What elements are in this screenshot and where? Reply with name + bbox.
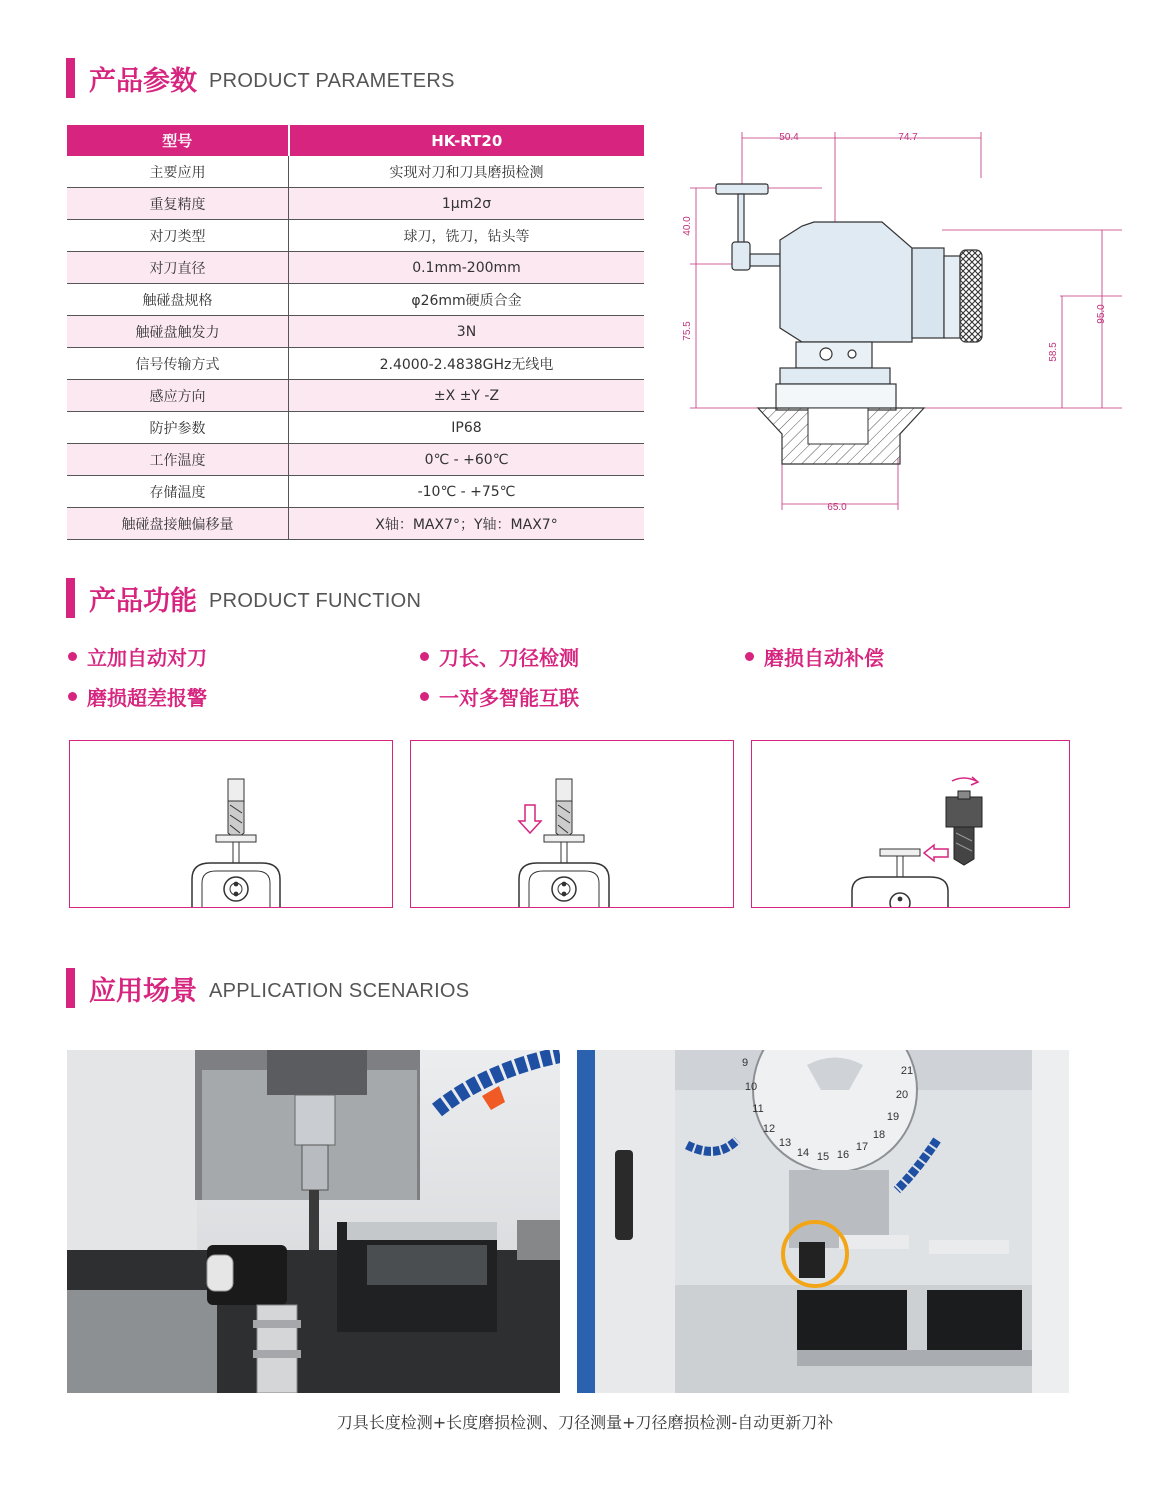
section-accent-bar (66, 58, 75, 98)
dim-label-right-inner: 58.5 (1048, 342, 1059, 362)
tool-magazine-slot-number: 19 (886, 1111, 900, 1123)
param-name: 对刀类型 (67, 220, 289, 252)
section-title-cn: 应用场景 (89, 975, 197, 1007)
probe-with-side-tool-illustration (752, 741, 1069, 907)
dim-label-bottom: 65.0 (827, 502, 847, 513)
param-name: 工作温度 (67, 444, 289, 476)
bullet-dot (68, 652, 77, 661)
dim-label-left-upper: 40.0 (682, 216, 693, 236)
param-name: 触碰盘触发力 (67, 316, 289, 348)
param-value: 0℃ - +60℃ (289, 444, 645, 476)
dim-label-top-right: 74.7 (898, 132, 918, 143)
dim-label-left-lower: 75.5 (682, 321, 693, 341)
table-row (67, 444, 644, 476)
tool-magazine-slot-number: 14 (796, 1147, 810, 1159)
dimension-drawing (672, 118, 1122, 518)
probe-body (776, 222, 982, 410)
param-value: ±X ±Y -Z (289, 380, 645, 412)
dim-label-right-outer: 95.0 (1096, 304, 1107, 324)
tool-magazine-slot-number: 16 (836, 1149, 850, 1161)
param-value: 1μm2σ (289, 188, 645, 220)
function-illustration-length-detection (410, 740, 734, 908)
table-row (67, 412, 644, 444)
milling-machine-photo-illustration (67, 1050, 560, 1393)
section-accent-bar (66, 968, 75, 1008)
table-row (67, 348, 644, 380)
tool-magazine-slot-number: 10 (744, 1081, 758, 1093)
table-row (67, 380, 644, 412)
function-label: 立加自动对刀 (87, 646, 207, 670)
table-row (67, 476, 644, 508)
section-accent-bar (66, 578, 75, 618)
param-value: φ26mm硬质合金 (289, 284, 645, 316)
param-value: 球刀，铣刀，钻头等 (289, 220, 645, 252)
param-name: 感应方向 (67, 380, 289, 412)
dim-label-top-left: 50.4 (779, 132, 799, 143)
tool-magazine-slot-number: 13 (778, 1137, 792, 1149)
table-row (67, 188, 644, 220)
parameters-table (67, 125, 644, 540)
table-row (67, 156, 644, 188)
param-name: 对刀直径 (67, 252, 289, 284)
tool-magazine-slot-number: 12 (762, 1123, 776, 1135)
function-illustration-tool-setting (69, 740, 393, 908)
section-title-en: PRODUCT PARAMETERS (209, 69, 455, 92)
application-photo-machining-center (577, 1050, 1069, 1393)
table-row (67, 284, 644, 316)
function-item (68, 642, 207, 671)
function-label: 一对多智能互联 (439, 686, 579, 710)
section-title-en: PRODUCT FUNCTION (209, 589, 422, 612)
function-label: 磨损超差报警 (87, 686, 207, 710)
section-header-params (66, 58, 455, 98)
table-row (67, 220, 644, 252)
param-name: 信号传输方式 (67, 348, 289, 380)
function-illustration-wear-compensation (751, 740, 1070, 908)
table-row (67, 508, 644, 540)
param-name: 重复精度 (67, 188, 289, 220)
function-label: 磨损自动补偿 (764, 646, 884, 670)
param-value: 0.1mm-200mm (289, 252, 645, 284)
param-value: 实现对刀和刀具磨损检测 (289, 156, 645, 188)
bullet-dot (745, 652, 754, 661)
function-item (420, 642, 579, 671)
section-title-cn: 产品参数 (89, 65, 197, 97)
tool-magazine-slot-number: 21 (900, 1065, 914, 1077)
tool-magazine-slot-number: 20 (895, 1089, 909, 1101)
table-header-row (67, 125, 644, 156)
function-item (745, 642, 884, 671)
param-value: 3N (289, 316, 645, 348)
tool-magazine-slot-number: 18 (872, 1129, 886, 1141)
param-name: 主要应用 (67, 156, 289, 188)
function-item (68, 682, 207, 711)
param-name: 存储温度 (67, 476, 289, 508)
application-caption: 刀具长度检测+长度磨损检测、刀径测量+刀径磨损检测-自动更新刀补 (336, 1413, 834, 1432)
param-name: 触碰盘规格 (67, 284, 289, 316)
table-row (67, 252, 644, 284)
table-row (67, 316, 644, 348)
section-header-application (66, 968, 469, 1008)
header-model-label: 型号 (67, 125, 289, 156)
section-title-cn: 产品功能 (89, 585, 197, 617)
param-value: 2.4000-2.4838GHz无线电 (289, 348, 645, 380)
bullet-dot (420, 692, 429, 701)
tool-magazine-slot-number: 15 (816, 1151, 830, 1163)
section-title-en: APPLICATION SCENARIOS (209, 979, 470, 1002)
header-model-value: HK-RT20 (289, 125, 645, 156)
section-header-function (66, 578, 421, 618)
probe-with-end-mill-illustration (70, 741, 392, 907)
param-name: 防护参数 (67, 412, 289, 444)
machining-center-photo-illustration (577, 1050, 1069, 1393)
tool-magazine-slot-number: 9 (741, 1057, 749, 1069)
param-value: -10℃ - +75℃ (289, 476, 645, 508)
probe-with-down-arrow-illustration (411, 741, 733, 907)
tool-magazine-slot-number: 11 (752, 1103, 764, 1115)
application-photo-milling-machine (67, 1050, 560, 1393)
bullet-dot (68, 692, 77, 701)
param-value: X轴：MAX7°；Y轴：MAX7° (289, 508, 645, 540)
function-item (420, 682, 579, 711)
tool-magazine-slot-number: 17 (855, 1141, 869, 1153)
bullet-dot (420, 652, 429, 661)
param-value: IP68 (289, 412, 645, 444)
stylus-arm (716, 184, 780, 270)
param-name: 触碰盘接触偏移量 (67, 508, 289, 540)
function-label: 刀长、刀径检测 (439, 646, 579, 670)
